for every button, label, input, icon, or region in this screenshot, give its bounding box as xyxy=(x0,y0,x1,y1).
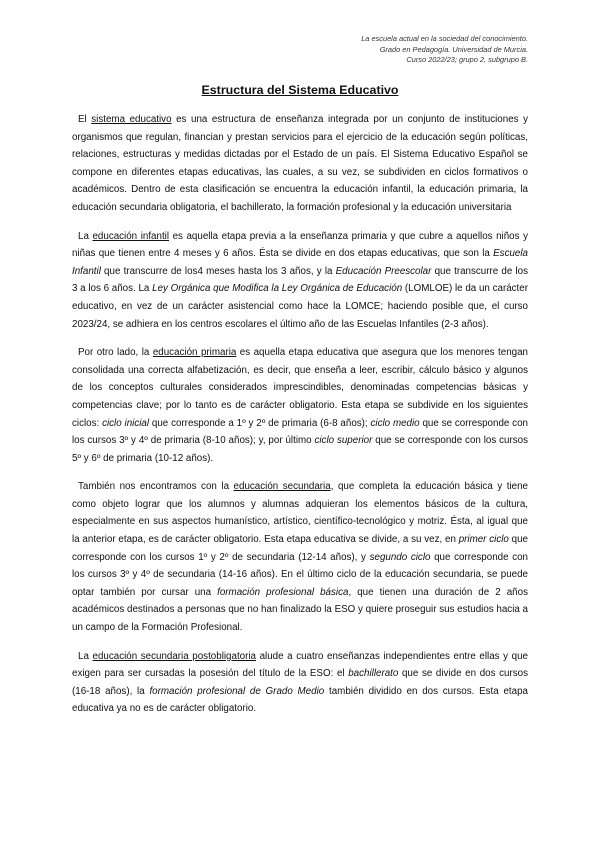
text-run: que transcurre de los4 meses hasta los 3 años, y la xyxy=(100,265,336,277)
document-header xyxy=(361,34,528,66)
text-run: , que tienen una duración de 2 años académicos destinados a personas que no han finalizado la ESO y quiere proseguir sus estudios hacia a un campo de la Formación Profesional. xyxy=(72,586,528,634)
text-run: es aquella etapa educativa que asegura que los menores tengan consolidada una correcta alfabetización, es decir, que enseña a leer, escribir, cálculo básico y algunos de los conceptos culturales considerados imprescindibles, denominadas competencias básicas y competencias clave; por lo tanto es de carácter obligatorio. Esta etapa se subdivide en los siguientes ciclos: xyxy=(72,347,528,429)
text-run: alude a cuatro enseñanzas independientes entre ellas y que exigen para ser cursadas la posesión del título de la ESO: el xyxy=(72,650,528,680)
header-course-line: La escuela actual en la sociedad del conocimiento. xyxy=(361,34,528,43)
underlined-term: educación infantil xyxy=(92,230,170,242)
text-run: que se divide en dos cursos (16-18 años), la xyxy=(72,668,528,697)
text-run: La xyxy=(78,650,93,662)
underlined-term: educación secundaria xyxy=(233,481,331,493)
text-run: También nos encontramos con la xyxy=(78,481,234,493)
text-run: (LOMLOE) le da un carácter educativo, en vez de un carácter asistencial como hace la LOMCE; haciendo posible que, el curso 2023/24, se adhiera en los centros escolares el último año de las Escuelas Infantiles (2-3 años). xyxy=(72,283,528,330)
header-degree-line: Grado en Pedagogía. Universidad de Murcia. xyxy=(379,44,528,54)
italic-term: Educación Preescolar xyxy=(335,265,432,277)
text-run: es aquella etapa previa a la enseñanza primaria y que cubre a aquellos niños y niñas que tienen entre 4 meses y 6 años. Ésta se divide en dos etapas educativas, que son la xyxy=(72,230,528,260)
text-run: que transcurre de los 3 a los 6 años. La xyxy=(72,265,528,295)
text-run: que corresponde con los cursos 3º y 4º de secundaria (14-16 años). En el último ciclo de la educación secundaria, se puede optar también por cursar una xyxy=(72,551,528,598)
text-run: El xyxy=(78,114,92,125)
underlined-term: sistema educativo xyxy=(91,114,172,125)
paragraph-educacion-secundaria xyxy=(72,478,528,636)
italic-term: segundo ciclo xyxy=(369,551,431,563)
text-run: que corresponde con los cursos 1º y 2º de secundaria (12-14 años), y xyxy=(72,534,528,563)
text-run: que se corresponde con los cursos 3º y 4º de primaria (8-10 años); y, por último xyxy=(72,417,528,447)
italic-term: Escuela Infantil xyxy=(72,248,528,277)
italic-term: primer ciclo xyxy=(458,534,509,546)
text-run: , que completa la educación básica y tiene como objeto lograr que los alumnos y alumnas adquieran los elementos básicos de la cultura, especialmente en sus aspectos humanístico, artístico, científico-tecnológico y motriz. Ésta, al igual que la anterior etapa, es de carácter obligatorio. Esta etapa educativa se divide, a su vez, en xyxy=(72,481,528,546)
document-title: Estructura del Sistema Educativo xyxy=(201,83,399,97)
italic-term: bachillerato xyxy=(348,668,399,680)
italic-term: ciclo inicial xyxy=(102,417,150,429)
paragraph-sistema-educativo xyxy=(72,111,528,217)
italic-term: formación profesional de Grado Medio xyxy=(149,685,325,697)
italic-term: formación profesional básica xyxy=(217,586,349,598)
document-body xyxy=(72,111,528,729)
text-run: Por otro lado, la xyxy=(78,347,153,359)
italic-term: ciclo superior xyxy=(314,435,373,447)
text-run: que corresponde a 1º y 2º de primaria (6-8 años); xyxy=(149,417,371,429)
italic-term: ciclo medio xyxy=(370,417,420,429)
text-run: La xyxy=(78,230,93,242)
paragraph-secundaria-postobligatoria xyxy=(72,648,528,718)
text-run: es una estructura de enseñanza integrada por un conjunto de instituciones y organismos que regulan, financian y prestan servicios para el ejercicio de la educación según políticas, relaciones, estructuras y medidas dictadas por el Estado de un país. El Sistema Educativo Español se compone en diferentes etapas educativas, las cuales, a su vez, se subdividen en ciclos formativos o académicos. Dentro de esta clasificación se encuentra la educación infantil, la educación primaria, la educación secundaria obligatoria, el bachillerato, la formación profesional y la educación universitaria xyxy=(72,114,529,213)
text-run: también dividido en dos cursos. Esta etapa educativa ya no es de carácter obligatorio. xyxy=(72,685,528,715)
text-run: que se corresponde con los cursos 5º y 6º de primaria (10-12 años). xyxy=(72,435,528,464)
italic-term: Ley Orgánica que Modifica la Ley Orgánica de Educación xyxy=(152,283,403,295)
underlined-term: educación primaria xyxy=(152,347,237,359)
underlined-term: educación secundaria postobligatoria xyxy=(92,650,256,662)
paragraph-educacion-infantil xyxy=(72,228,528,334)
header-group-line: Curso 2022/23; grupo 2, subgrupo B. xyxy=(406,55,528,64)
paragraph-educacion-primaria xyxy=(72,344,528,467)
